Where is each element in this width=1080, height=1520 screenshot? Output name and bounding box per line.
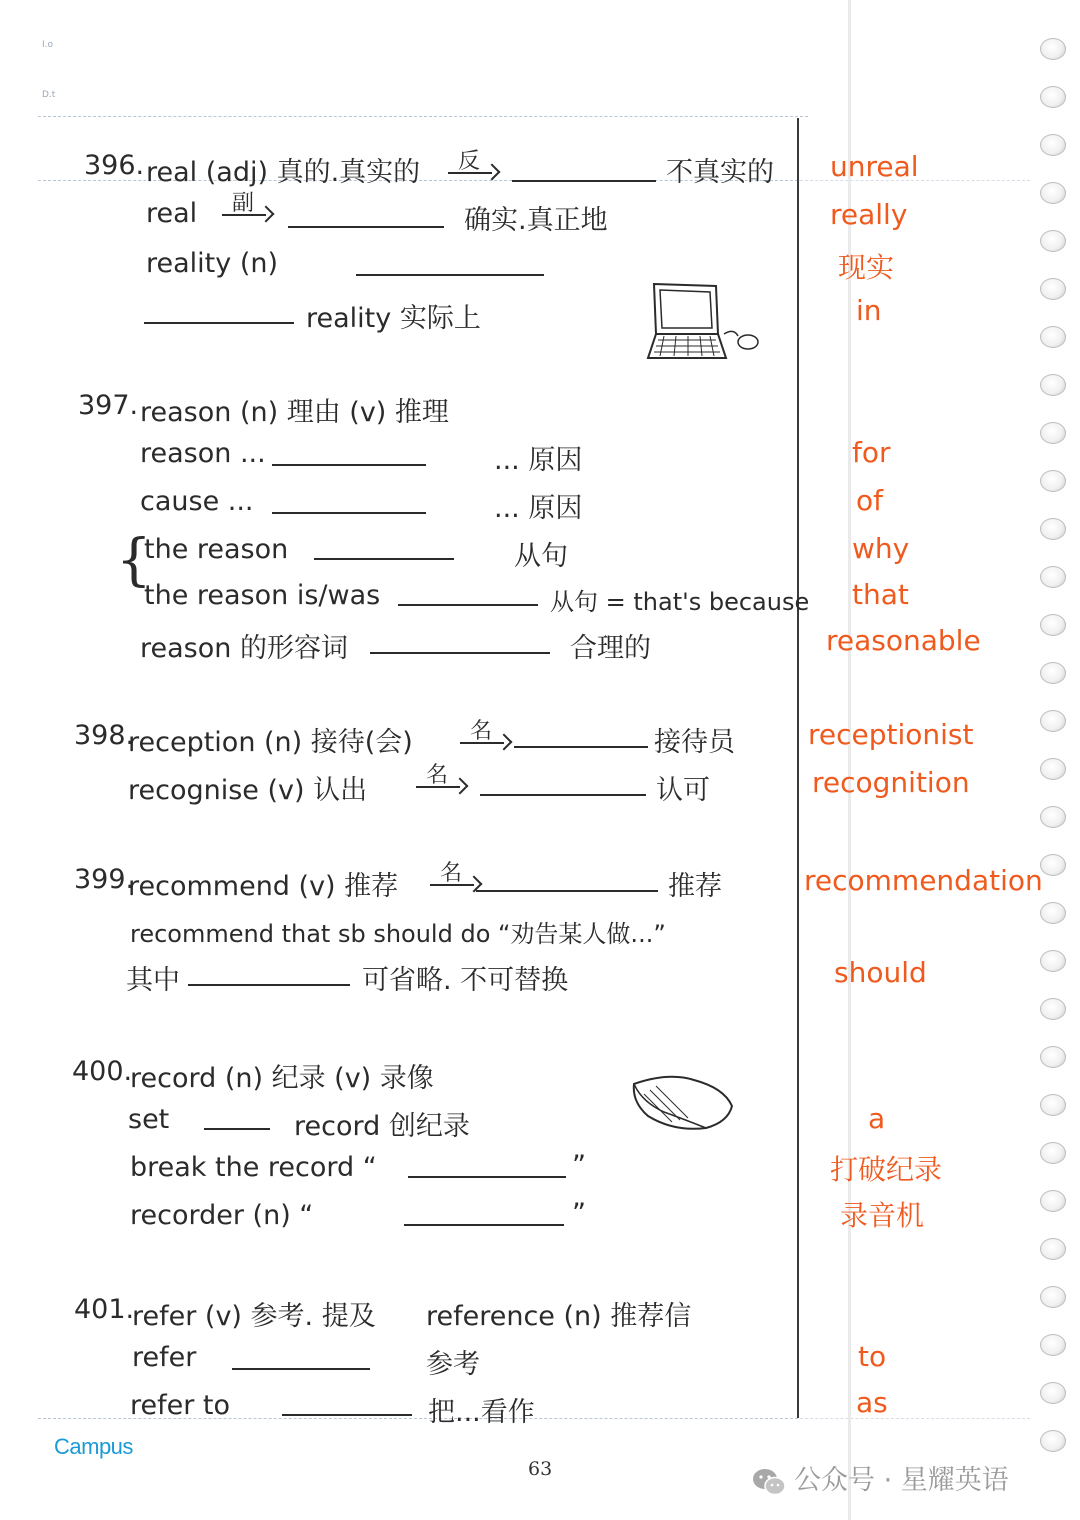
entry-line: the reason is/was <box>144 580 381 611</box>
entry-line: the reason <box>144 534 289 565</box>
fill-blank <box>288 226 444 228</box>
entry-line: recognise (v) 认出 <box>128 775 368 806</box>
page-number: 63 <box>528 1458 553 1480</box>
answer: that <box>852 578 909 611</box>
spiral-hole <box>1040 326 1066 348</box>
answer: as <box>856 1386 888 1419</box>
fill-blank <box>272 512 426 514</box>
entry-line: recommend that sb should do “劝告某人做...” <box>130 920 666 948</box>
entry-line-meaning: 推荐 <box>668 871 722 902</box>
answer: recognition <box>812 766 970 799</box>
entry-line-meaning: 把...看作 <box>428 1397 535 1428</box>
fill-blank <box>232 1368 370 1370</box>
entry-line: reason (n) 理由 (v) 推理 <box>140 397 449 428</box>
answer: really <box>830 198 908 231</box>
answer: recommendation <box>804 864 1043 897</box>
spiral-hole <box>1040 422 1066 444</box>
answer: 录音机 <box>840 1199 925 1232</box>
spiral-hole <box>1040 374 1066 396</box>
entry-line: real <box>146 198 198 229</box>
entry-line-meaning: 合理的 <box>570 633 651 664</box>
spiral-hole <box>1040 1190 1066 1212</box>
entry-line-quote: ” <box>572 1150 586 1181</box>
entry-line: reason 的形容词 <box>140 633 348 664</box>
fill-blank <box>480 794 646 796</box>
guide-line <box>800 1418 1030 1419</box>
entry-line-meaning: 确实.真正地 <box>464 205 608 236</box>
fill-blank <box>404 1224 564 1226</box>
entry-line: record (n) 纪录 (v) 录像 <box>130 1063 434 1094</box>
entry-line: reception (n) 接待(会) <box>128 727 413 758</box>
spiral-hole <box>1040 518 1066 540</box>
spiral-hole <box>1040 470 1066 492</box>
entry-line: real (adj) 真的.真实的 <box>146 157 421 188</box>
spiral-hole <box>1040 278 1066 300</box>
entry-line-meaning: 从句 <box>514 541 568 572</box>
guide-line <box>38 116 808 117</box>
entry-line-meaning: 接待员 <box>654 727 735 758</box>
entry-number: 396. <box>84 150 145 181</box>
book-doodle-icon <box>628 1072 738 1134</box>
spiral-hole <box>1040 950 1066 972</box>
fill-blank <box>514 746 648 748</box>
spiral-hole <box>1040 806 1066 828</box>
entry-line: refer <box>132 1342 197 1373</box>
fill-blank <box>144 322 294 324</box>
fill-blank <box>476 890 658 892</box>
arrow-label: 反 <box>458 149 481 174</box>
spiral-hole <box>1040 1238 1066 1260</box>
answer-column-divider <box>797 118 799 1418</box>
spiral-hole <box>1040 758 1066 780</box>
fill-blank <box>408 1176 566 1178</box>
entry-number: 401. <box>74 1294 135 1325</box>
arrow-label: 名 <box>440 861 463 886</box>
entry-number: 399. <box>74 864 135 895</box>
entry-line-meaning: 认可 <box>656 775 710 806</box>
spiral-hole <box>1040 86 1066 108</box>
spiral-hole <box>1040 1094 1066 1116</box>
answer: receptionist <box>808 718 974 751</box>
arrow-label: 副 <box>232 191 255 216</box>
entry-line-meaning: 从句 = that's because <box>550 588 810 616</box>
arrow-label: 名 <box>470 719 493 744</box>
fill-blank <box>272 464 426 466</box>
entry-line: reference (n) 推荐信 <box>426 1301 692 1332</box>
spiral-hole <box>1040 566 1066 588</box>
entry-line: set <box>128 1104 170 1135</box>
answer: why <box>852 532 910 565</box>
fill-blank <box>282 1414 412 1416</box>
entry-line: refer to <box>130 1390 231 1421</box>
brace-icon: { <box>116 528 152 593</box>
entry-line: refer (v) 参考. 提及 <box>132 1301 376 1332</box>
fill-blank <box>314 558 454 560</box>
watermark <box>752 1458 1009 1497</box>
spiral-hole <box>1040 1142 1066 1164</box>
entry-line-meaning: ... 原因 <box>494 445 583 476</box>
entry-line-meaning: 参考 <box>426 1349 480 1380</box>
spiral-hole <box>1040 662 1066 684</box>
entry-number: 398. <box>74 720 135 751</box>
spiral-hole <box>1040 854 1066 876</box>
header-top-mark: I.o <box>42 40 54 50</box>
spiral-hole <box>1040 182 1066 204</box>
spiral-hole <box>1040 1334 1066 1356</box>
entry-line: recommend (v) 推荐 <box>128 871 399 902</box>
answer: a <box>868 1102 886 1135</box>
brand-logo: Campus <box>54 1434 133 1459</box>
answer: for <box>852 436 891 469</box>
fill-blank <box>512 180 656 182</box>
answer: in <box>856 294 882 327</box>
entry-line: recorder (n) “ <box>130 1200 314 1231</box>
answer: 现实 <box>838 251 895 284</box>
spiral-hole <box>1040 710 1066 732</box>
answer: should <box>834 956 927 989</box>
spiral-hole <box>1040 134 1066 156</box>
answer: 打破纪录 <box>830 1153 943 1186</box>
wechat-icon <box>752 1467 786 1497</box>
entry-line: reality (n) <box>146 248 278 279</box>
spiral-hole <box>1040 1382 1066 1404</box>
entry-line: 其中 <box>126 965 180 996</box>
answer: of <box>856 484 883 517</box>
fill-blank <box>204 1128 270 1130</box>
entry-line: reason ... <box>140 438 266 469</box>
watermark-text: 公众号 · 星耀英语 <box>794 1465 1009 1496</box>
entry-line: record 创纪录 <box>294 1111 470 1142</box>
spiral-hole <box>1040 38 1066 60</box>
entry-number: 397. <box>78 390 139 421</box>
answer: to <box>858 1340 887 1373</box>
header-date-mark: D.t <box>42 90 56 100</box>
answer: unreal <box>830 150 919 183</box>
spiral-hole <box>1040 998 1066 1020</box>
entry-line-meaning: ... 原因 <box>494 493 583 524</box>
entry-number: 400. <box>72 1056 133 1087</box>
entry-line: reality 实际上 <box>306 303 481 334</box>
fill-blank <box>188 984 350 986</box>
arrow-label: 名 <box>426 763 449 788</box>
fill-blank <box>398 604 538 606</box>
spiral-hole <box>1040 1430 1066 1452</box>
spiral-hole <box>1040 1046 1066 1068</box>
entry-line-meaning: 不真实的 <box>666 157 774 188</box>
spiral-hole <box>1040 1286 1066 1308</box>
laptop-doodle-icon <box>646 278 764 364</box>
fill-blank <box>356 274 544 276</box>
fill-blank <box>370 652 550 654</box>
entry-line: break the record “ <box>130 1152 377 1183</box>
entry-line-meaning: 可省略. 不可替换 <box>362 965 569 996</box>
spiral-hole <box>1040 230 1066 252</box>
entry-line: cause ... <box>140 486 254 517</box>
spiral-hole <box>1040 902 1066 924</box>
answer: reasonable <box>826 624 981 657</box>
entry-line-quote: ” <box>572 1198 586 1229</box>
spiral-hole <box>1040 614 1066 636</box>
